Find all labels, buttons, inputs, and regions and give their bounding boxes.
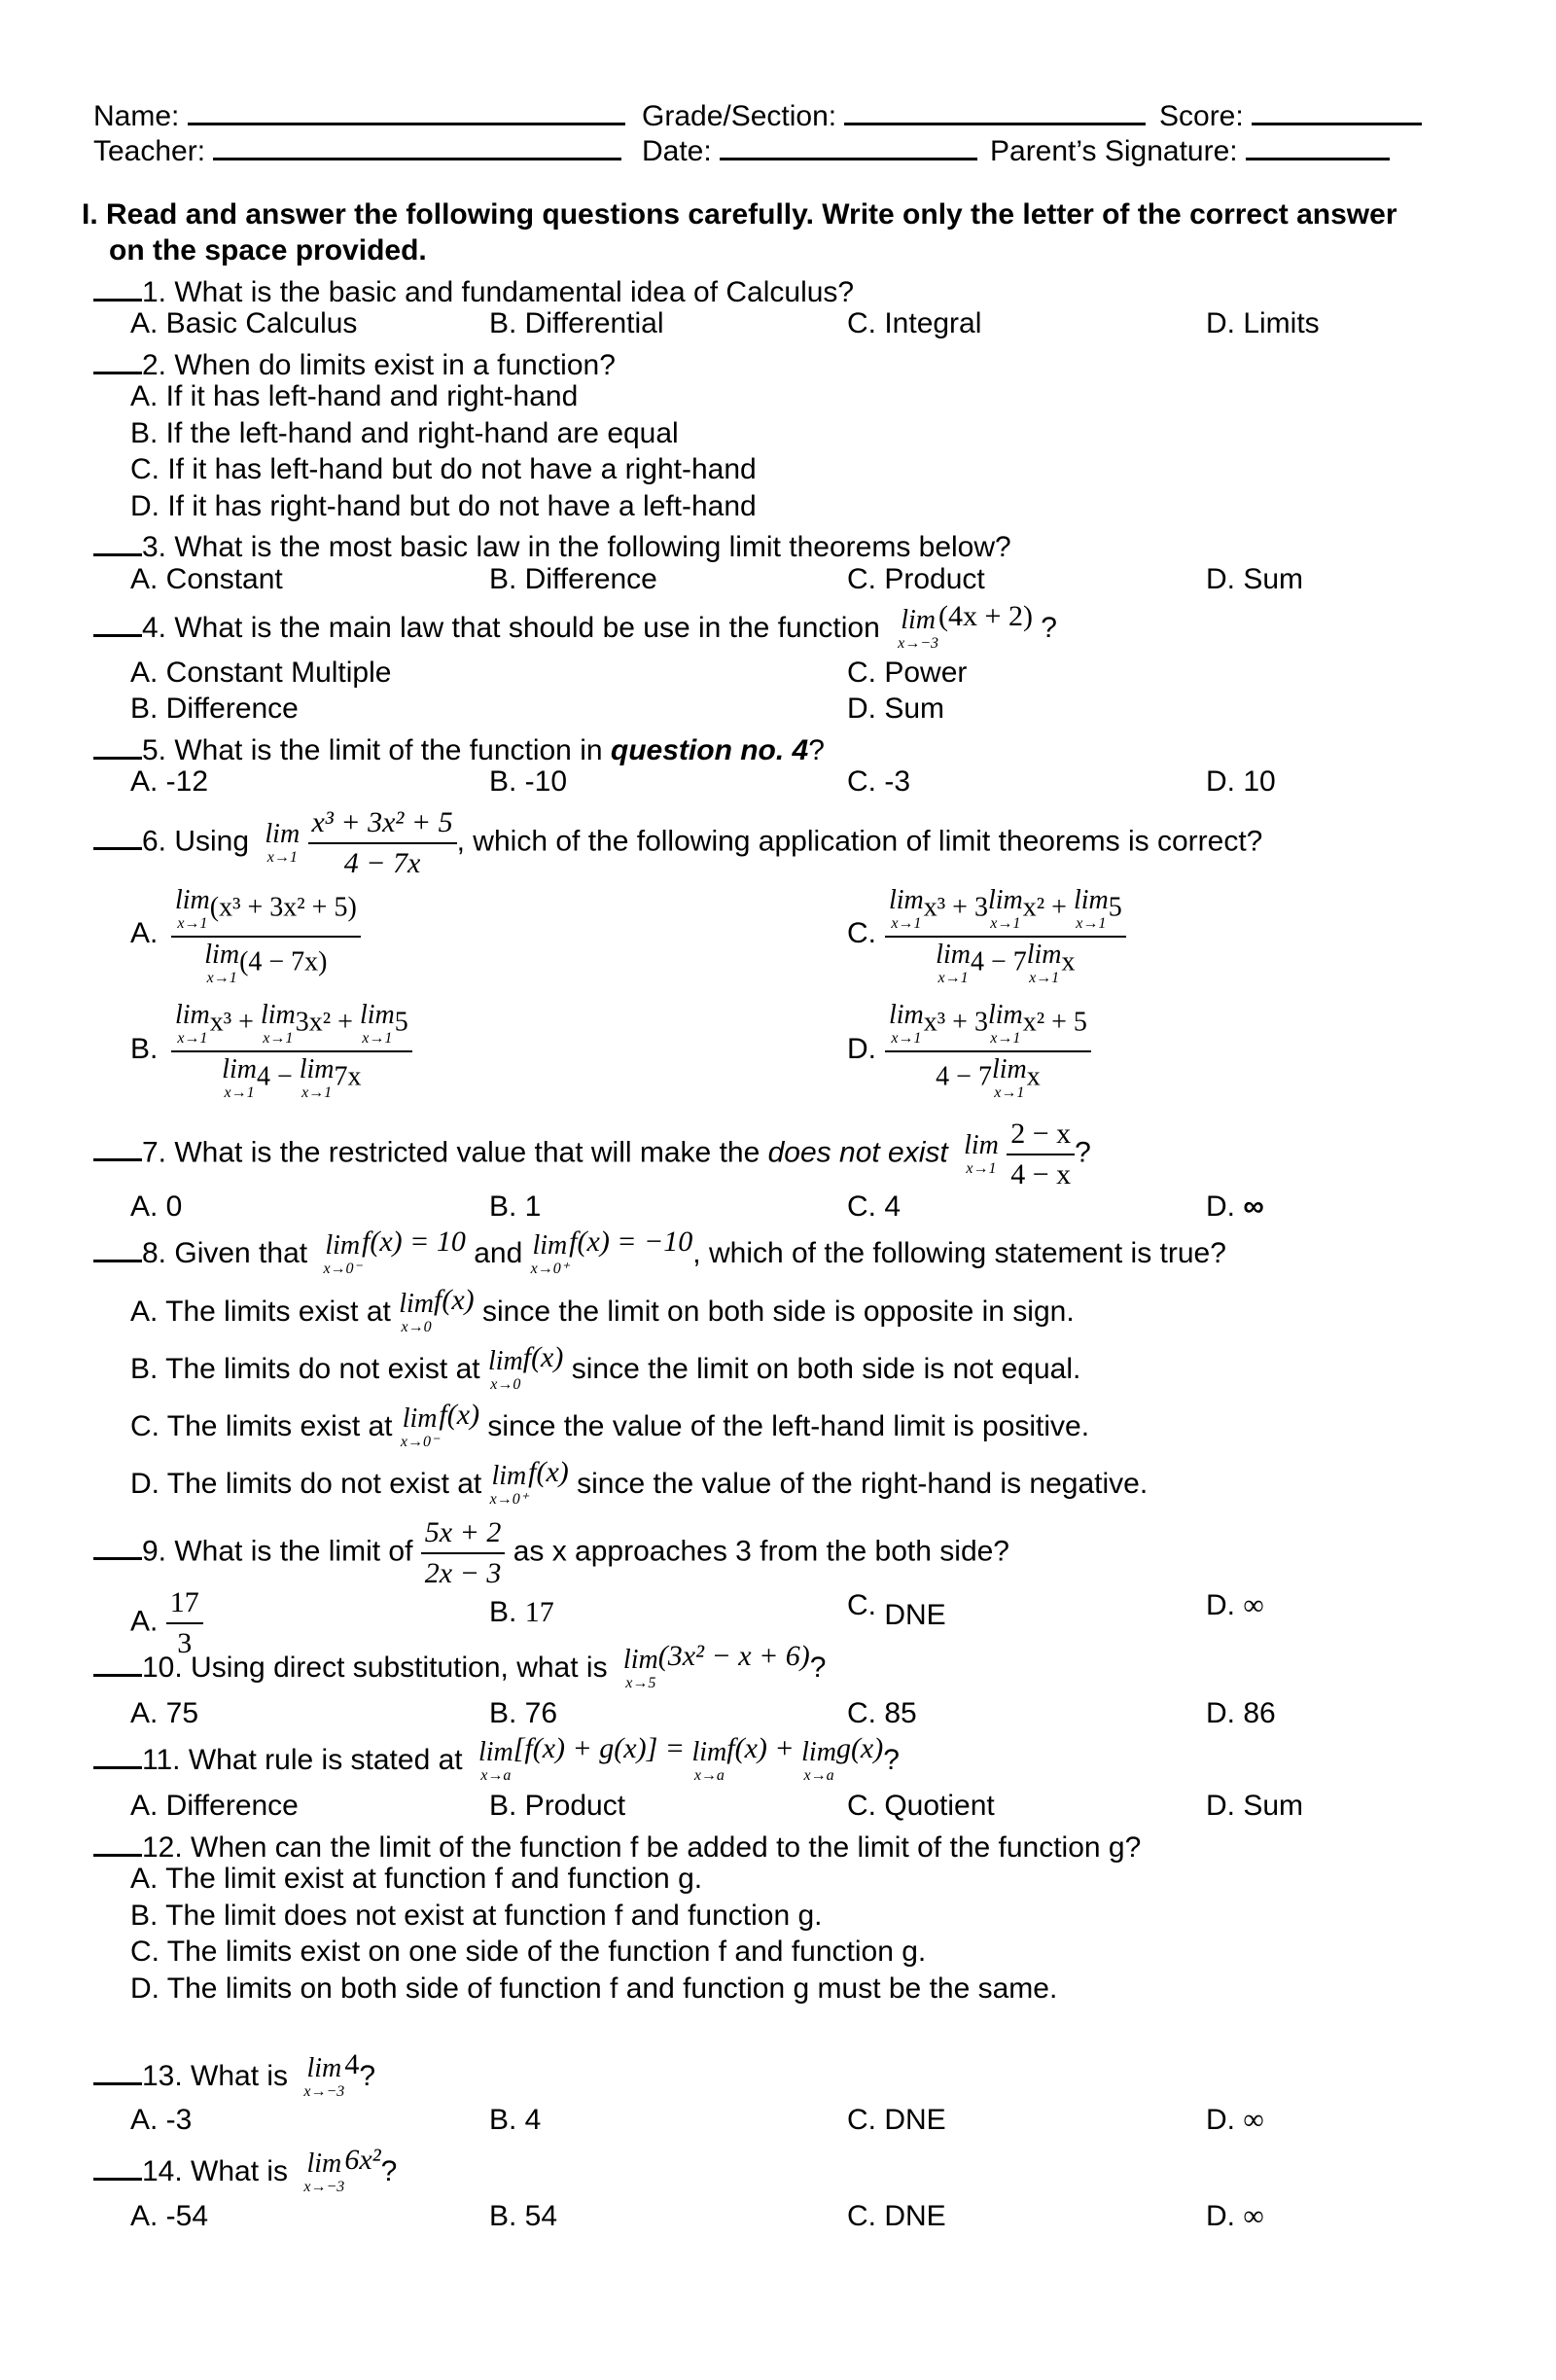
q11-choice-b: B. Product [489, 1790, 626, 1822]
instructions-line-2: on the space provided. [109, 234, 427, 266]
answer-blank-12[interactable] [93, 1829, 142, 1857]
name-field[interactable]: Name: [93, 97, 625, 131]
q14-choice-d: D. ∞ [1206, 2200, 1264, 2232]
q13-choice-a: A. -3 [130, 2104, 193, 2136]
question-7: 7. What is the restricted value that will make the does not exist lim x→1 $\frac{2 - x}{4 - x}$ ? [93, 1119, 1091, 1190]
q3-choice-a: A. Constant [130, 563, 283, 595]
q7-choice-c: C. 4 [847, 1190, 902, 1223]
question-12: 12. When can the limit of the function f be added to the limit of the function g? [93, 1829, 1141, 1863]
question-1: 1. What is the basic and fundamental idea of Calculus? [93, 273, 854, 307]
q11-choice-a: A. Difference [130, 1790, 299, 1822]
teacher-field[interactable]: Teacher: [93, 132, 621, 166]
grade-section-field[interactable]: Grade/Section: [642, 97, 1146, 131]
q5-choice-d: D. 10 [1206, 765, 1276, 798]
answer-blank-5[interactable] [93, 731, 142, 760]
parent-signature-field[interactable]: Parent’s Signature: [990, 132, 1390, 166]
q2-choice-c: C. If it has left-hand but do not have a right-hand [130, 453, 757, 485]
answer-blank-10[interactable] [93, 1649, 142, 1677]
q12-choice-b: B. The limit does not exist at function f and function g. [130, 1900, 823, 1932]
q13-choice-b: B. 4 [489, 2104, 542, 2136]
answer-blank-3[interactable] [93, 528, 142, 556]
answer-blank-14[interactable] [93, 2152, 142, 2181]
question-3: 3. What is the most basic law in the following limit theorems below? [93, 528, 1011, 562]
q2-choice-d: D. If it has right-hand but do not have a left-hand [130, 490, 757, 522]
q4-limit: lim x→−3 [898, 605, 939, 653]
q5-choice-c: C. -3 [847, 765, 911, 798]
q10-choice-a: A. 75 [130, 1697, 199, 1729]
q7-choice-b: B. 1 [489, 1190, 542, 1223]
q9-choice-a: A. $\frac{17}{3}$ [130, 1587, 203, 1658]
q6-choice-b-expression: lim x→1 x³ + lim x→1 3x² + lim x→1 5 lim x→1 4 − lim x→1 7x [171, 1002, 412, 1101]
q6-choice-d-label: D. [847, 1033, 876, 1065]
q5-choice-b: B. -10 [489, 765, 568, 798]
answer-blank-11[interactable] [93, 1741, 142, 1769]
q8-choice-a: A. The limits exist at lim x→0 f(x) since the limit on both side is opposite in sign. [130, 1284, 1075, 1336]
q7-limit: lim x→1 [964, 1129, 999, 1177]
question-9: 9. What is the limit of $\frac{5x + 2}{2x - 3}$ as x approaches 3 from the both side? [93, 1517, 1009, 1588]
question-8: 8. Given that lim x→0⁻ f(x) = 10 and lim x→0⁺ f(x) = −10, which of the following statement is true? [93, 1227, 1226, 1277]
q6-choice-a-label: A. [130, 917, 159, 949]
q4-expression: (4x + 2) [938, 600, 1033, 632]
q1-choice-c: C. Integral [847, 307, 982, 339]
q10-choice-d: D. 86 [1206, 1697, 1276, 1729]
q8-choice-b: B. The limits do not exist at lim x→0 f(x) since the limit on both side is not equal. [130, 1341, 1081, 1394]
q2-choice-a: A. If it has left-hand and right-hand [130, 380, 579, 412]
question-6: 6. Using lim x→1 $\frac{\text{x³ + 3x² + 5}}{4 - 7x}$ , which of the following application of limit theorems is correct? [93, 807, 1262, 878]
question-2: 2. When do limits exist in a function? [93, 346, 616, 380]
instructions-line-1: I. Read and answer the following questions carefully. Write only the letter of the correct answer [82, 198, 1397, 231]
q4-choice-d: D. Sum [847, 693, 945, 725]
q5-choice-a: A. -12 [130, 765, 209, 798]
q8-choice-d: D. The limits do not exist at lim x→0⁺ f(x) since the value of the right-hand is negative. [130, 1456, 1149, 1509]
answer-blank-13[interactable] [93, 2057, 142, 2085]
q9-choice-c: C. DNE [847, 1589, 946, 1631]
q13-choice-d: D. ∞ [1206, 2104, 1264, 2136]
q4-choice-a: A. Constant Multiple [130, 657, 392, 689]
q9-choice-b: B. 17 [489, 1596, 554, 1628]
q6-choice-a-expression: lim x→1 (x³ + 3x² + 5) lim x→1 (4 − 7x) [171, 887, 361, 986]
q14-choice-a: A. -54 [130, 2200, 209, 2232]
answer-blank-1[interactable] [93, 273, 142, 302]
q7-choice-a: A. 0 [130, 1190, 183, 1223]
q4-choice-b: B. Difference [130, 693, 299, 725]
answer-blank-9[interactable] [93, 1532, 142, 1560]
question-10: 10. Using direct substitution, what is lim x→5 (3x² − x + 6)? [93, 1642, 826, 1691]
q11-choice-c: C. Quotient [847, 1790, 995, 1822]
q2-choice-b: B. If the left-hand and right-hand are equal [130, 417, 679, 449]
q12-choice-c: C. The limits exist on one side of the function f and function g. [130, 1936, 927, 1968]
question-11: 11. What rule is stated at lim x→a [f(x) + g(x)] = lim x→a f(x) + lim x→a g(x)? [93, 1734, 900, 1784]
question-14: 14. What is lim x→−3 6x²? [93, 2146, 397, 2195]
q9-choice-d: D. ∞ [1206, 1589, 1264, 1621]
q3-choice-b: B. Difference [489, 563, 657, 595]
question-5: 5. What is the limit of the function in question no. 4? [93, 731, 825, 765]
question-4: 4. What is the main law that should be use in the function lim x→−3 (4x + 2) ? [93, 602, 1057, 652]
date-field[interactable]: Date: [642, 132, 977, 166]
q6-choice-c-label: C. [847, 917, 876, 949]
q7-choice-d: D. ∞ [1206, 1190, 1264, 1223]
q6-choice-d-expression: lim x→1 x³ + 3 lim x→1 x² + 5 4 − 7 lim x→1 x [885, 1002, 1091, 1101]
q3-choice-c: C. Product [847, 563, 985, 595]
score-field[interactable]: Score: [1159, 97, 1422, 131]
q8-choice-c: C. The limits exist at lim x→0⁻ f(x) since the value of the left-hand limit is positive. [130, 1399, 1090, 1451]
q1-choice-b: B. Differential [489, 307, 664, 339]
question-13: 13. What is lim x→−3 4? [93, 2050, 375, 2100]
q13-choice-c: C. DNE [847, 2104, 946, 2136]
answer-blank-6[interactable] [93, 822, 142, 850]
q3-choice-d: D. Sum [1206, 563, 1304, 595]
q11-choice-d: D. Sum [1206, 1790, 1304, 1822]
q6-choice-b-label: B. [130, 1033, 159, 1065]
q10-choice-b: B. 76 [489, 1697, 558, 1729]
answer-blank-2[interactable] [93, 346, 142, 374]
answer-blank-8[interactable] [93, 1234, 142, 1262]
q1-choice-d: D. Limits [1206, 307, 1320, 339]
q6-fraction: $\frac{\text{x³ + 3x² + 5}}{4 - 7x}$ [308, 807, 457, 878]
q6-limit: lim x→1 [265, 818, 301, 866]
q10-choice-c: C. 85 [847, 1697, 917, 1729]
q1-choice-a: A. Basic Calculus [130, 307, 358, 339]
q9-fraction: $\frac{5x + 2}{2x - 3}$ [421, 1517, 506, 1588]
q4-choice-c: C. Power [847, 657, 968, 689]
q12-choice-d: D. The limits on both side of function f and function g must be the same. [130, 1972, 1058, 2005]
q6-choice-c-expression: lim x→1 x³ + 3 lim x→1 x² + lim x→1 5 lim x→1 4 − 7 lim x→1 x [885, 887, 1126, 986]
q14-choice-b: B. 54 [489, 2200, 558, 2232]
answer-blank-4[interactable] [93, 609, 142, 637]
answer-blank-7[interactable] [93, 1133, 142, 1161]
q12-choice-a: A. The limit exist at function f and function g. [130, 1863, 703, 1895]
infinity-symbol: ∞ [1243, 1190, 1264, 1223]
q14-choice-c: C. DNE [847, 2200, 946, 2232]
q7-fraction: $\frac{2 - x}{4 - x}$ [1007, 1119, 1075, 1190]
